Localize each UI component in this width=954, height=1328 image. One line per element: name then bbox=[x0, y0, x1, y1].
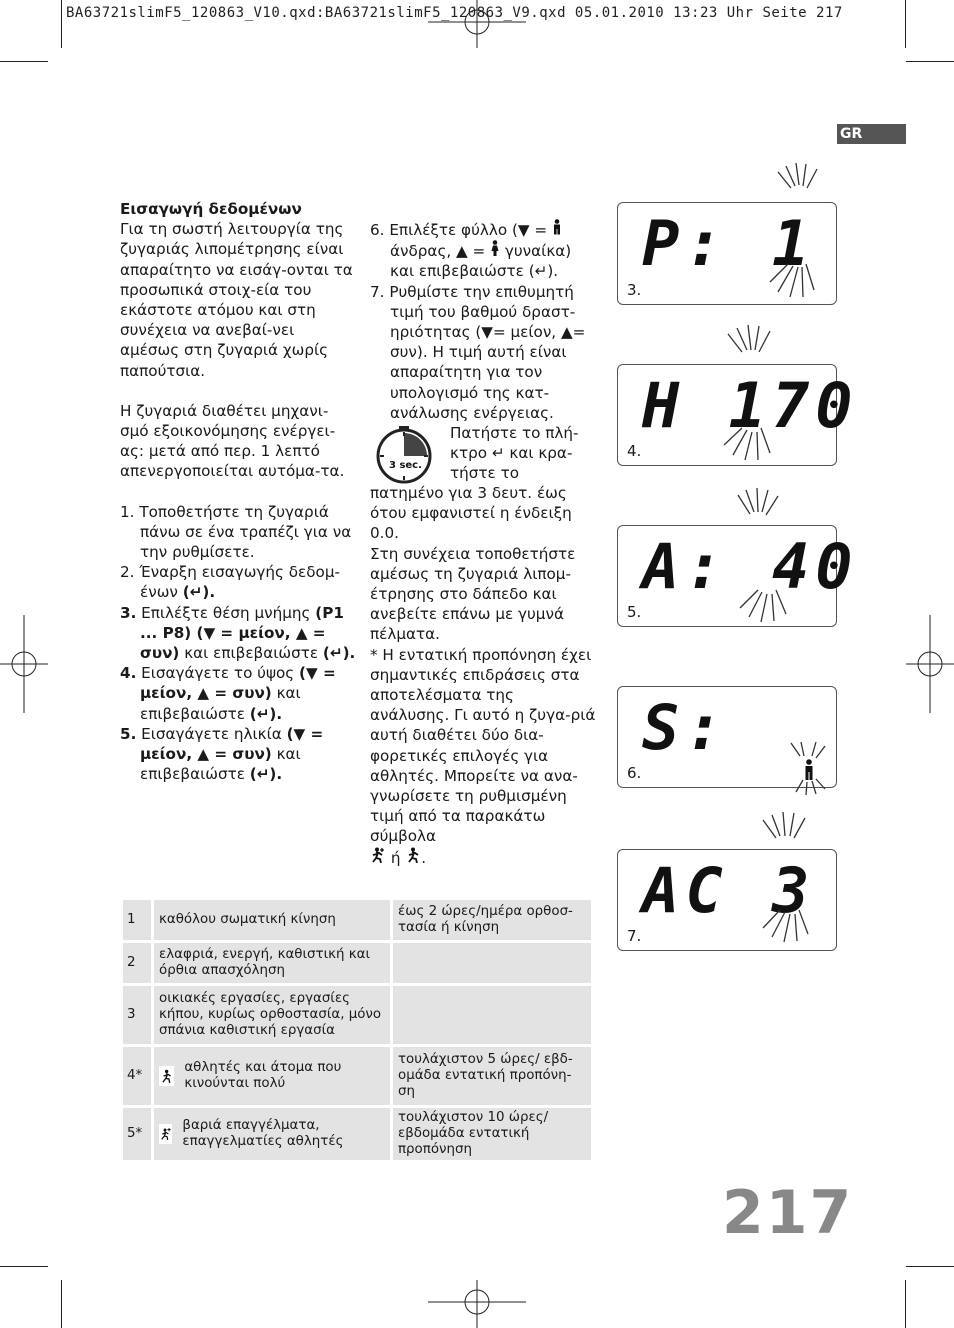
step-3: 3. Επιλέξτε θέση μνήμης (P1 ... P8) (▼ = μείον, ▲ = συν) και επιβεβαιώστε (↵). bbox=[120, 603, 356, 663]
step-6: 6. Επιλέξτε φύλλο (▼ = άνδρας, ▲ = γυναίκα) και επιβεβαιώστε (↵). bbox=[370, 221, 572, 281]
activity-time bbox=[393, 986, 591, 1044]
registration-mark-right bbox=[906, 615, 954, 713]
activity-level: 2 bbox=[123, 943, 154, 983]
table-row bbox=[123, 986, 591, 1044]
then-text: Στη συνέχεια τοποθετήστε αμέσως τη ζυγαριά λιπομ-έτρησης στο δάπεδο και ανεβείτε επάνω με γυμνά πέλματα. bbox=[370, 544, 576, 644]
language-tab: GR bbox=[837, 124, 906, 144]
timer-block bbox=[370, 423, 598, 483]
registration-mark-bottom bbox=[428, 1280, 526, 1328]
registration-mark-left bbox=[0, 615, 48, 713]
activity-level: 5* bbox=[123, 1108, 154, 1160]
press-line-1: Πατήστε το πλή- bbox=[450, 424, 579, 443]
step-4: 4. Εισαγάγετε το ύψος (▼ = μείον, ▲ = συν) και επιβεβαιώστε (↵). bbox=[120, 664, 336, 723]
svg-text:P: 1: P: 1 bbox=[642, 207, 816, 280]
activity-level: 4* bbox=[123, 1047, 154, 1105]
table-row bbox=[123, 900, 591, 940]
symbols-line: ή . bbox=[370, 847, 598, 868]
female-icon bbox=[490, 240, 500, 256]
activity-time: τουλάχιστον 5 ώρες/ εβδ-ομάδα εντατική προπόνη-ση bbox=[393, 1047, 591, 1105]
activity-description: ελαφριά, ενεργή, καθιστική και όρθια απασχόληση bbox=[154, 943, 393, 983]
table-row bbox=[123, 1108, 591, 1160]
svg-text:3 sec.: 3 sec. bbox=[389, 460, 422, 472]
activity-level-table bbox=[123, 897, 591, 1163]
activity-level: 3 bbox=[123, 986, 154, 1044]
svg-text:A: 40: A: 40 bbox=[642, 530, 859, 603]
step-2: 2. Έναρξη εισαγωγής δεδομ-ένων (↵). bbox=[120, 563, 340, 602]
activity-level: 1 bbox=[123, 900, 154, 940]
press-line-3: τήστε το bbox=[450, 464, 520, 483]
print-header: BA63721slimF5_120863_V10.qxd:BA63721slimF5_120863_V9.qxd 05.01.2010 13:23 Uhr Seite 217 bbox=[66, 5, 843, 21]
step-1: 1. Τοποθετήστε τη ζυγαριά πάνω σε ένα τραπέζι για να την ρυθμίσετε. bbox=[120, 502, 352, 562]
step-7: 7. Ρυθμίστε την επιθυμητή τιμή του βαθμού δραστ-ηριότητας (▼= μείον, ▲= συν). Η τιμή αυτή είναι απαραίτητη για τον υπολογισμό της κατ-ανάλωσης ενέργειας. bbox=[370, 282, 586, 422]
press-rest: πατημένο για 3 δευτ. έως ότου εμφανιστεί η ένδειξη 0.0. bbox=[370, 484, 572, 543]
steps-list bbox=[120, 502, 356, 785]
display-number: 7. bbox=[627, 927, 642, 945]
display-number: 5. bbox=[627, 603, 642, 621]
male-icon bbox=[552, 219, 562, 235]
athlete-plus-icon bbox=[159, 1124, 172, 1144]
svg-text:AC 3: AC 3 bbox=[642, 854, 816, 927]
activity-description: καθόλου σωματική κίνηση bbox=[154, 900, 393, 940]
middle-column bbox=[370, 219, 598, 868]
page-number: 217 bbox=[722, 1178, 854, 1248]
activity-time: τουλάχιστον 10 ώρες/εβδομάδα εντατική προπόνηση bbox=[393, 1108, 591, 1160]
table-row bbox=[123, 1047, 591, 1105]
svg-text:H 170: H 170 bbox=[642, 369, 859, 442]
display-number: 4. bbox=[627, 442, 642, 460]
left-column bbox=[120, 199, 356, 784]
activity-time: έως 2 ώρες/ημέρα ορθοσ-τασία ή κίνηση bbox=[393, 900, 591, 940]
section-title: Εισαγωγή δεδομένων bbox=[120, 200, 302, 218]
step-5: 5. Εισαγάγετε ηλικία (▼ = μείον, ▲ = συν) και επιβεβαιώστε (↵). bbox=[120, 724, 324, 784]
table-row bbox=[123, 943, 591, 983]
athlete-icon bbox=[159, 1066, 174, 1086]
press-line-2: κτρο ↵ και κρα- bbox=[450, 444, 573, 463]
energy-text: Η ζυγαριά διαθέτει μηχανι-σμό εξοικονόμησης ενέργει-ας: μετά από περ. 1 λεπτό απενεργοποιείται αυτόμα-τα. bbox=[120, 401, 345, 481]
blink-rays bbox=[600, 160, 860, 960]
activity-description: αθλητές και άτομα που κινούνται πολύ bbox=[154, 1047, 393, 1105]
display-number: 3. bbox=[627, 281, 642, 299]
athlete-plus-icon bbox=[370, 847, 386, 863]
note-text: * Η εντατική προπόνηση έχει σημαντικές επιδράσεις στα αποτελέσματα της ανάλυσης. Γι αυτό η ζυγα-ριά αυτή διαθέτει δύο δια-φορετικές επιλογές για αθλητές. Μπορείτε να ανα-γνωρίσετε τη ρυθμισμένη τιμή από τα παρακάτω σύμβολα bbox=[370, 645, 596, 846]
svg-text:S:: S: bbox=[642, 691, 729, 764]
activity-description: οικιακές εργασίες, εργασίες κήπου, κυρίως ορθοστασία, μόνο σπάνια καθιστική εργασία bbox=[154, 986, 393, 1044]
intro-text: Για τη σωστή λειτουργία της ζυγαριάς λιπομέτρησης είναι απαραίτητο να εισάγ-ονται τα προσωπικά στοιχ-εία του εκάστοτε ατόμου και στη συνέχεια να ανεβαί-νει αμέσως στη ζυγαριά χωρίς παπούτσια. bbox=[120, 220, 353, 380]
athlete-icon bbox=[405, 847, 421, 863]
activity-time bbox=[393, 943, 591, 983]
timer-3sec-icon bbox=[374, 425, 434, 485]
activity-description: βαριά επαγγέλματα, επαγγελματίες αθλητές bbox=[154, 1108, 393, 1160]
display-number: 6. bbox=[627, 764, 642, 782]
